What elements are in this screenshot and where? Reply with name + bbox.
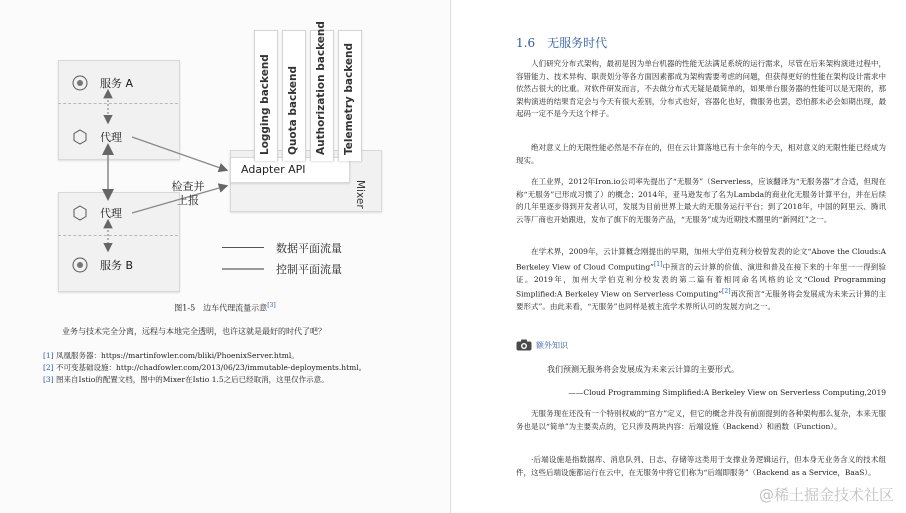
paragraph-5: 无服务现在还没有一个特别权威的“官方”定义，但它的概念并没有前面提到的各种架构那么复杂，本来无服务也是以“简单”为主要卖点的，它只涉及两块内容：后端设施（Backend）和函数（Function）。 [516,409,886,431]
check-report-label [168,180,208,208]
proxy-bottom-label: 代理 [100,207,122,220]
legend-control-plane: 控制平面流量 [276,263,342,276]
authorization-backend-label: Authorization backend [315,21,327,155]
paragraph-1: 人们研究分布式架构，最初是因为单台机器的性能无法满足系统的运行需求，尽管在后来架构演进过程中，容错能力、技术异构、职责划分等各方面因素都成为架构需要考虑的问题，但获得更好的性能在架构设计需求中依然占很大的比重。对软件研发而言，不去做分布式无疑是最简单的，如果单台服务器的性能可以是无限的，那架构演进的结果肯定会与今天有很大差别，分布式也好，容器化也好，微服务也罢，恐怕都未必会如期出现，最起码一定不是今天这个样子。 [516,59,886,118]
camera-icon [516,336,532,355]
quota-backend-label: Quota backend [287,65,299,155]
section-title: 1.6 无服务时代 [516,36,608,50]
paragraph-2: 绝对意义上的无限性能必然是不存在的，但在云计算落地已有十余年的今天，相对意义的无限性能已经成为现实。 [516,143,886,165]
knowledge-label: 额外知识 [536,341,568,350]
footnote-2-text: 不可变基础设施：http://chadfowler.com/2013/06/23/immutable-deployments.html。 [56,363,367,372]
figure-caption [0,302,450,314]
figure-caption-ref[interactable]: [3] [267,302,276,309]
quote-text: 我们预测无服务将会发展成为未来云计算的主要形式。 [547,365,739,374]
telemetry-backend-label: Telemetry backend [343,42,355,155]
footnote-2-num[interactable]: [2] [43,363,54,372]
left-body-line: 业务与技术完全分离，远程与本地完全透明，也许这就是最好的时代了吧？ [62,327,326,336]
proxy-top-label: 代理 [100,131,122,144]
logging-backend-label: Logging backend [259,54,271,155]
footnote-1-num[interactable]: [1] [43,351,54,360]
mixer-label: Mixer [354,180,366,209]
legend-control-plane-line [222,268,264,270]
paragraph-4-part-2: 中预言的云计算的价值、演进和普及在接下来的十年里一一得到验证。2019年，加州大学伯克利分校发表的第二篇有着相同命名风格的论文“Cloud Programming Simplified:A Berkeley View on Serverless Computing” [516,262,887,299]
paragraph-4-part-3: 再次预言“无服务将会发展成为未来云计算的主要形式”。由此来看，“无服务”也同样是被主流学术界所认可的发展方向之一。 [516,289,886,311]
footnote-3-text: 图来自Istio的配置文档，图中的Mixer在Istio 1.5之后已经取消，这里仅作示意。 [56,375,329,384]
watermark: @稀土掘金技术社区 [758,486,894,504]
footnote-1 [43,350,299,361]
footnote-3-num[interactable]: [3] [43,375,54,384]
footnote-3 [43,374,329,385]
paragraph-3: 在工业界，2012年Iron.io公司率先提出了“无服务”（Serverless，应该翻译为“无服务器”才合适，但现在称“无服务”已形成习惯了）的概念；2014年，亚马逊发布了名为Lambda的商业化无服务计算平台，并在后续的几年里逐步得到开发者认可，发展为目前世界上最大的无服务运行平台；到了2018年，中国的阿里云、腾讯云等厂商也开始跟进，发布了旗下的无服务产品，“无服务”成为近期技术圈里的“新网红”之一。 [516,177,886,224]
footnote-2 [43,362,366,373]
footnote-ref-1[interactable]: [1] [653,260,663,268]
knowledge-header [516,336,568,355]
legend-data-plane-line [222,247,264,248]
sidecar-diagram [50,10,390,295]
service-a-label: 服务 A [100,77,134,90]
paragraph-6: ·后端设施是指数据库、消息队列、日志、存储等这类用于支撑业务逻辑运行，但本身无业务含义的技术组件，这些后端设施都运行在云中，在无服务中将它们称为“后端即服务”（Backend as a Service，BaaS）。 [516,455,886,477]
check-report-line2: 上报 [177,194,199,207]
left-page [0,0,451,513]
check-report-line1: 检查并 [171,180,205,193]
arrow-proxy-top-mixer [132,137,226,170]
quote-source: ——Cloud Programming Simplified:A Berkeley View on Serverless Computing,2019 [568,388,886,397]
footnote-1-text: 凤凰服务器：https://martinfowler.com/bliki/PhoenixServer.html。 [56,351,299,360]
right-page [451,0,906,513]
adapter-api-label: Adapter API [241,163,306,176]
paragraph-4-part-1: 在学术界，2009年，云计算概念刚提出的早期，加州大学伯克利分校曾发表的论文“Above the Clouds:A Berkeley View of Cloud Computing” [516,247,886,271]
legend-data-plane: 数据平面流量 [276,242,342,255]
figure-caption-text: 图1-5 边车代理流量示意 [174,303,268,313]
footnote-ref-2[interactable]: [2] [722,288,731,295]
service-b-label: 服务 B [100,259,134,272]
paragraph-4 [516,246,886,314]
